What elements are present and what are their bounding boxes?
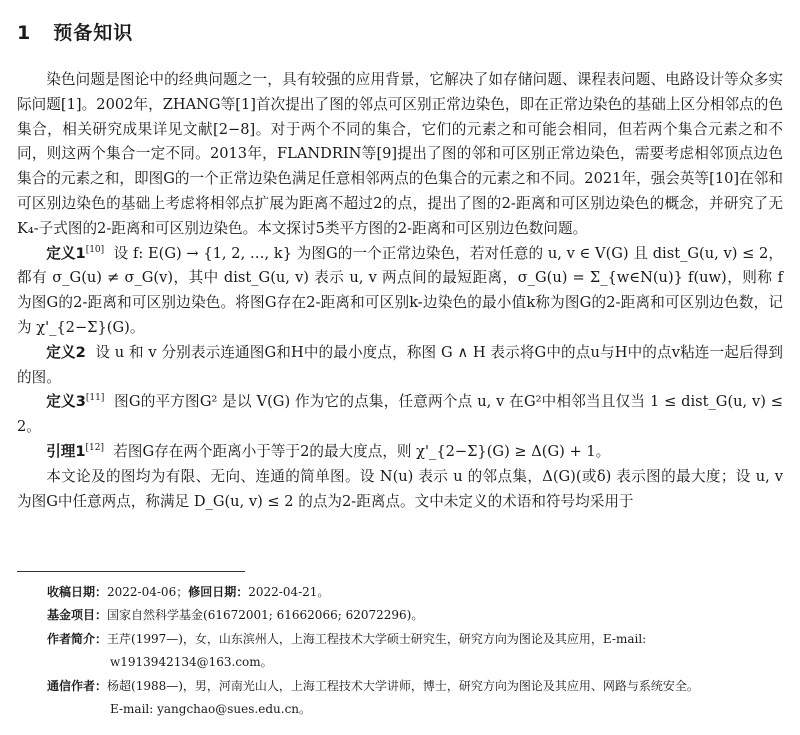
definition-3-text: 图G的平方图G² 是以 V(G) 作为它的点集，任意两个点 u, v 在G²中相邻当且仅当 1 ≤ dist_G(u, v) ≤ 2。: [17, 393, 784, 436]
footnote-dates: [47, 581, 787, 604]
fund-value: 国家自然科学基金(61672001; 61662066; 62072296)。: [107, 608, 424, 623]
revised-label: 修回日期：: [188, 585, 249, 599]
definition-3-label: 定义3: [46, 393, 86, 411]
corresponding-email: E-mail: yangchao@sues.edu.cn。: [110, 702, 312, 717]
corresponding-label: 通信作者：: [47, 678, 108, 693]
definition-1: [17, 242, 783, 341]
closing-paragraph: 本文论及的图均为有限、无向、连通的简单图。设 N(u) 表示 u 的邻点集，Δ(G)(或δ) 表示图的最大度；设 u, v 为图G中任意两点，称满足 D_G(u, v) ≤ 2 的点为2-距离点。文中未定义的术语和符号均采用于: [17, 467, 783, 510]
definition-3-citation: [11]: [85, 393, 105, 404]
definition-2-label: 定义2: [46, 343, 86, 361]
author-label: 作者简介：: [47, 631, 108, 646]
footnote-divider: [17, 571, 245, 572]
definition-1-text: 设 f: E(G) → {1, 2, …, k} 为图G的一个正常边染色，若对任意的 u, v ∈ V(G) 且 dist_G(u, v) ≤ 2，都有 σ_G(u) ≠ σ_G(v)，其中 dist_G(u, v) 表示 u, v 两点间的最短距离，σ_G(u) = Σ_{w∈N(u)} f(uw)，则称 f 为图G的2-距离和可区别边染色。将图G存在2-距离和可区别k-边染色的最小值k称为图G的2-距离和可区别边色数，记为 χ'_{2−Σ}(G)。: [17, 244, 784, 336]
lemma-1: [17, 440, 783, 465]
intro-paragraph: 染色问题是图论中的经典问题之一，具有较强的应用背景，它解决了如存储问题、课程表问题、电路设计等众多实际问题[1]。2002年，ZHANG等[1]首次提出了图的邻点可区别正常边染色，即在正常边染色的基础上区分相邻点的色集合，相关研究成果详见文献[2−8]。对于两个不同的集合，它们的元素之和可能会相同，但若两个集合元素之和不同，则这两个集合一定不同。2013年，FLANDRIN等[9]提出了图的邻和可区别正常边染色，需要考虑相邻顶点边色集合的元素之和，即图G的一个正常边染色满足任意相邻两点的色集合的元素之和不同。2021年，强会英等[10]在邻和可区别边染色的基础上考虑将相邻点扩展为距离不超过2的点，提出了图的2-距离和可区别边染色的概念，并研究了无K₄-子式图的2-距离和可区别边染色。本文探讨5类平方图的2-距离和可区别边色数问题。: [17, 71, 783, 237]
section-title: 预备知识: [53, 22, 134, 44]
definition-1-citation: [10]: [85, 244, 105, 255]
footnotes: [47, 581, 787, 721]
footnote-author: [47, 628, 787, 675]
footnote-corresponding: [47, 675, 787, 722]
section-number: 1: [17, 22, 32, 44]
lemma-1-citation: [12]: [85, 443, 105, 454]
author-info: 王芹(1997—)，女，山东滨州人，上海工程技术大学硕士研究生，研究方向为图论及其应用，E-mail:: [107, 631, 647, 646]
revised-date: 2022-04-21。: [248, 585, 330, 599]
received-label: 收稿日期：: [47, 585, 108, 599]
corresponding-info: 杨超(1988—)，男，河南光山人，上海工程技术大学讲师，博士，研究方向为图论及其应用、网路与系统安全。: [107, 678, 699, 693]
definition-1-label: 定义1: [46, 244, 86, 262]
definition-3: [17, 390, 783, 440]
received-date: 2022-04-06；: [107, 585, 189, 599]
definition-2-text: 设 u 和 v 分别表示连通图G和H中的最小度点，称图 G ∧ H 表示将G中的点u与H中的点v粘连一起后得到的图。: [17, 343, 783, 386]
lemma-1-text: 若图G存在两个距离小于等于2的最大度点，则 χ'_{2−Σ}(G) ≥ Δ(G) + 1。: [113, 442, 611, 460]
definition-2: [17, 341, 783, 391]
section-heading: [17, 18, 133, 45]
body-text: [17, 68, 783, 514]
fund-label: 基金项目：: [47, 608, 108, 623]
footnote-fund: [47, 604, 787, 627]
lemma-1-label: 引理1: [46, 442, 86, 460]
author-email: w1913942134@163.com。: [110, 655, 273, 670]
